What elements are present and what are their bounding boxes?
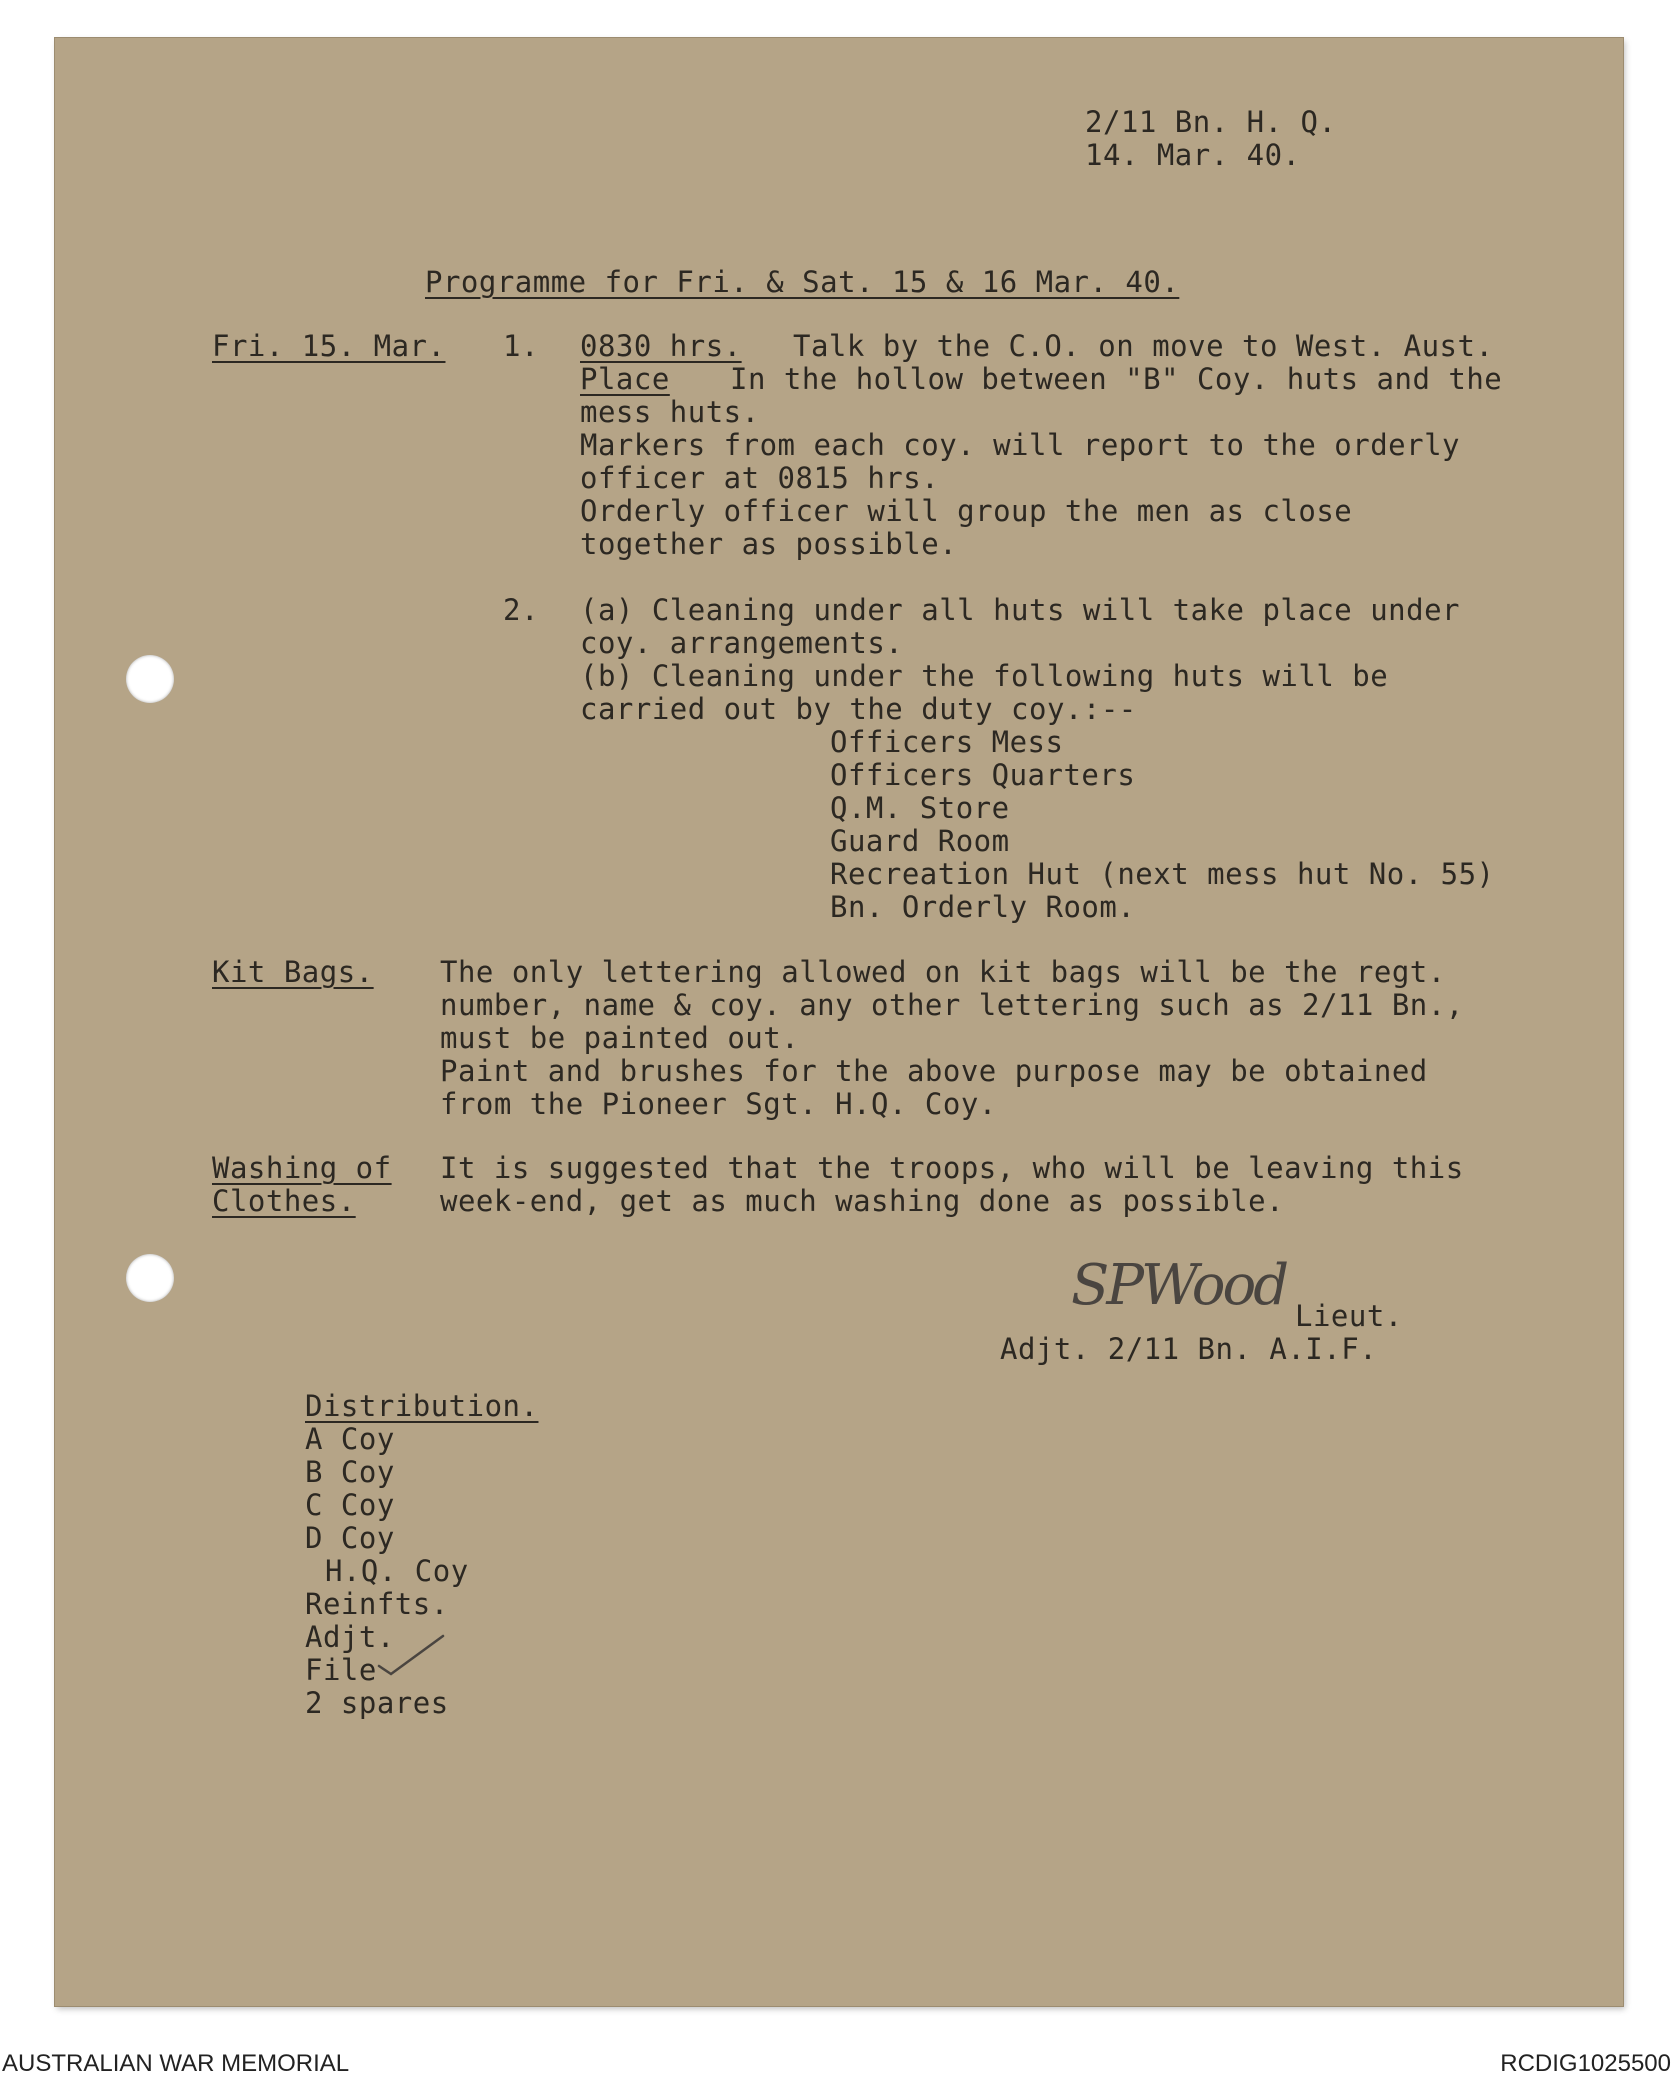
page-title: Programme for Fri. & Sat. 15 & 16 Mar. 40. bbox=[425, 265, 1180, 299]
header-unit: 2/11 Bn. H. Q. bbox=[1085, 105, 1337, 139]
friday-label: Fri. 15. Mar. bbox=[212, 329, 446, 363]
header-date: 14. Mar. 40. bbox=[1085, 138, 1301, 172]
checkmark-icon bbox=[377, 1630, 447, 1680]
distribution-item: D Coy bbox=[305, 1521, 395, 1555]
distribution-item: H.Q. Coy bbox=[325, 1554, 469, 1588]
item-1-place-label: Place bbox=[580, 362, 670, 396]
distribution-item: Reinfts. bbox=[305, 1587, 449, 1621]
distribution-item: 2 spares bbox=[305, 1686, 449, 1720]
hut-list-item: Officers Mess bbox=[830, 725, 1064, 759]
punch-hole-top bbox=[126, 655, 174, 703]
distribution-item: B Coy bbox=[305, 1455, 395, 1489]
signature-appointment: Adjt. 2/11 Bn. A.I.F. bbox=[1000, 1332, 1378, 1366]
hut-list-item: Recreation Hut (next mess hut No. 55) bbox=[830, 857, 1495, 891]
distribution-item: A Coy bbox=[305, 1422, 395, 1456]
item-1-talk: Talk by the C.O. on move to West. Aust. bbox=[793, 329, 1494, 363]
kit-bags-line: from the Pioneer Sgt. H.Q. Coy. bbox=[440, 1087, 997, 1121]
washing-line: week-end, get as much washing done as possible. bbox=[440, 1184, 1285, 1218]
hut-list-item: Q.M. Store bbox=[830, 791, 1010, 825]
item-2-a-line-1: (a) Cleaning under all huts will take place under bbox=[580, 593, 1461, 627]
hut-list-item: Guard Room bbox=[830, 824, 1010, 858]
item-2-a-line-2: coy. arrangements. bbox=[580, 626, 904, 660]
hut-list-item: Officers Quarters bbox=[830, 758, 1136, 792]
kit-bags-line: The only lettering allowed on kit bags will be the regt. bbox=[440, 955, 1446, 989]
item-1-markers-1: Markers from each coy. will report to the orderly bbox=[580, 428, 1461, 462]
distribution-heading: Distribution. bbox=[305, 1389, 539, 1423]
hut-list-item: Bn. Orderly Room. bbox=[830, 890, 1136, 924]
washing-line: It is suggested that the troops, who will be leaving this bbox=[440, 1151, 1464, 1185]
handwritten-signature: SPWood bbox=[1071, 1253, 1287, 1318]
kit-bags-label: Kit Bags. bbox=[212, 955, 374, 989]
footer-left: AUSTRALIAN WAR MEMORIAL bbox=[2, 2050, 350, 2077]
washing-label-1: Washing of bbox=[212, 1151, 392, 1185]
signature-rank: Lieut. bbox=[1295, 1299, 1403, 1333]
punch-hole-bottom bbox=[126, 1254, 174, 1302]
kit-bags-line: number, name & coy. any other lettering such as 2/11 Bn., bbox=[440, 988, 1464, 1022]
kit-bags-line: Paint and brushes for the above purpose may be obtained bbox=[440, 1054, 1428, 1088]
item-1-markers-2: officer at 0815 hrs. bbox=[580, 461, 940, 495]
item-1-orderly-2: together as possible. bbox=[580, 527, 958, 561]
document-page bbox=[55, 38, 1623, 2006]
item-1-place-text: In the hollow between "B" Coy. huts and the bbox=[730, 362, 1503, 396]
washing-label-2: Clothes. bbox=[212, 1184, 356, 1218]
item-2-b-line-1: (b) Cleaning under the following huts will be bbox=[580, 659, 1389, 693]
distribution-item: Adjt. bbox=[305, 1620, 395, 1654]
item-1-number: 1. bbox=[503, 329, 539, 363]
item-1-orderly-1: Orderly officer will group the men as close bbox=[580, 494, 1353, 528]
item-1-place-text-2: mess huts. bbox=[580, 395, 760, 429]
item-2-number: 2. bbox=[503, 593, 539, 627]
item-1-time: 0830 hrs. bbox=[580, 329, 742, 363]
distribution-item: C Coy bbox=[305, 1488, 395, 1522]
kit-bags-line: must be painted out. bbox=[440, 1021, 800, 1055]
item-2-b-line-2: carried out by the duty coy.:-- bbox=[580, 692, 1137, 726]
footer-right: RCDIG1025500 bbox=[1500, 2050, 1671, 2077]
distribution-item: File bbox=[305, 1653, 377, 1687]
